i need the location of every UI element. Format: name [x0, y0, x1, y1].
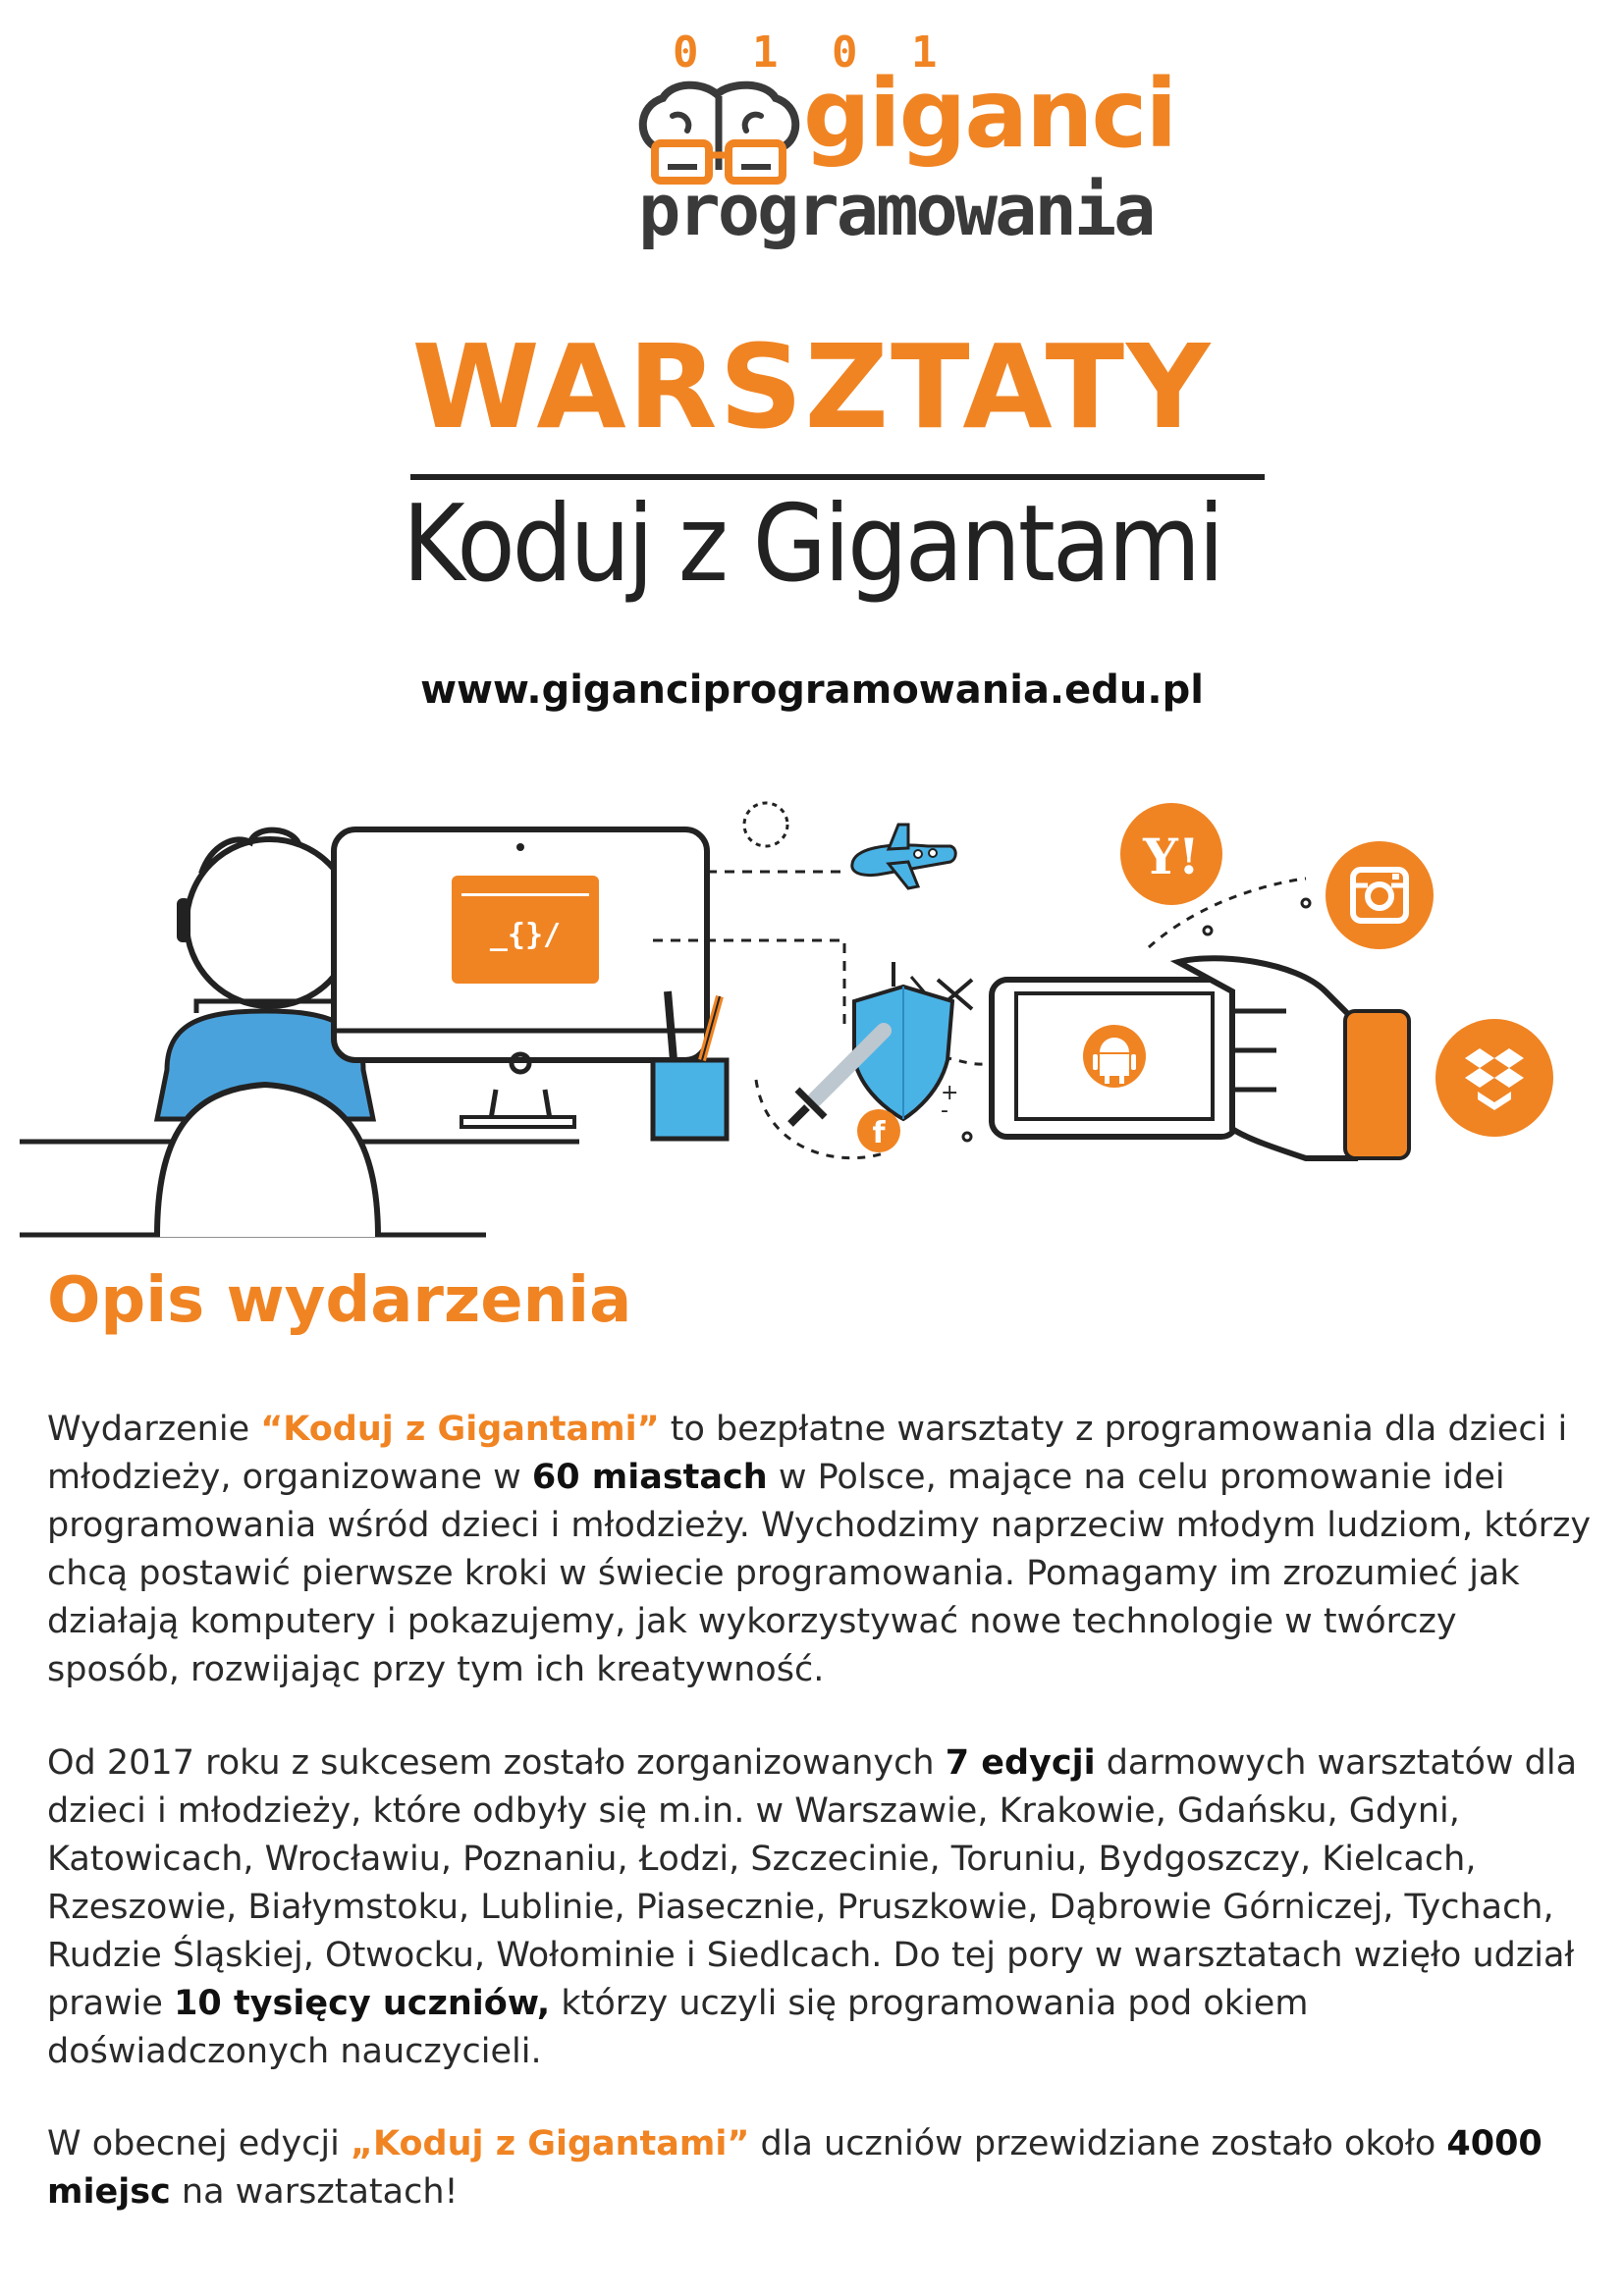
page-title: WARSZTATY	[411, 319, 1213, 454]
svg-text:-: -	[941, 1098, 948, 1123]
logo-binary-digits: 0 1 0 1	[673, 27, 951, 78]
section-heading: Opis wydarzenia	[47, 1264, 632, 1337]
students-highlight: 10 tysięcy uczniów,	[174, 1984, 551, 2023]
page-subtitle: Koduj z Gigantami	[402, 483, 1222, 606]
text: Od 2017 roku z sukcesem zostało zorganizowanych	[47, 1743, 946, 1783]
phone-in-hand-icon	[992, 958, 1409, 1158]
text: darmowych warsztatów dla dzieci i młodzieży, które odbyły się m.in. w Warszawie, Krakowie, Gdańsku, Gdyni, Katowicach, Wrocławiu, Poznaniu, Łodzi, Szczecinie, Toruniu, Bydgoszczy, Kielcach, Rzeszowie, Białymstoku, Lublinie, Piasecznie, Pruszkowie, Dąbrowie Górniczej, Tychach, Rudzie Śląskiej, Otwocku, Wołominie i Siedlcach. Do tej pory w warsztatach wzięło udział prawie	[47, 1743, 1578, 2023]
paragraph-history	[47, 1739, 1598, 2076]
yahoo-icon	[1120, 803, 1222, 905]
text: w Polsce, mające na celu promowanie idei programowania wśród dzieci i młodzieży. Wychodzimy naprzeciw młodym ludziom, którzy chcą postawić pierwsze kroki w świecie programowania. Pomagamy im zrozumieć jak działają komputery i pokazujemy, jak wykorzystywać nowe technologie w twórczy sposób, rozwijając przy tym ich kreatywność.	[47, 1458, 1592, 1689]
website-url: www.giganciprogramowania.edu.pl	[420, 667, 1204, 713]
seats-highlight: 4000 miejsc	[47, 2124, 1543, 2212]
airplane-icon	[852, 825, 955, 888]
shield-sword-icon	[790, 987, 952, 1124]
facebook-icon	[857, 1109, 900, 1152]
yahoo-label: Y!	[1143, 828, 1200, 885]
logo-word-giganci: giganci	[803, 59, 1176, 169]
paragraph-description	[47, 1406, 1598, 1694]
logo-word-programowania: programowania	[638, 169, 1154, 251]
dropbox-icon	[1435, 1019, 1553, 1137]
text: W obecnej edycji	[47, 2124, 351, 2163]
cities-count-highlight: 60 miastach	[531, 1458, 768, 1497]
hero-illustration	[0, 766, 1624, 1276]
title-underline-divider	[410, 474, 1265, 480]
event-name-highlight: “Koduj z Gigantami”	[260, 1410, 660, 1449]
code-label: _{}/	[489, 918, 562, 952]
paragraph-current-edition	[47, 2120, 1598, 2216]
text: na warsztatach!	[170, 2172, 459, 2212]
facebook-label: f	[872, 1116, 886, 1150]
editions-highlight: 7 edycji	[945, 1743, 1096, 1783]
text: dla uczniów przewidziane zostało około	[749, 2124, 1447, 2163]
svg-text:+: +	[941, 1081, 959, 1105]
text: którzy uczyli się programowania pod okiem doświadczonych nauczycieli.	[47, 1984, 1309, 2071]
logo	[628, 27, 1176, 273]
instagram-icon	[1326, 841, 1434, 949]
text: Wydarzenie	[47, 1410, 261, 1449]
text: to bezpłatne warsztaty z programowania dla dzieci i młodzieży, organizowane w	[47, 1410, 1568, 1497]
event-name-highlight: „Koduj z Gigantami”	[350, 2124, 750, 2163]
